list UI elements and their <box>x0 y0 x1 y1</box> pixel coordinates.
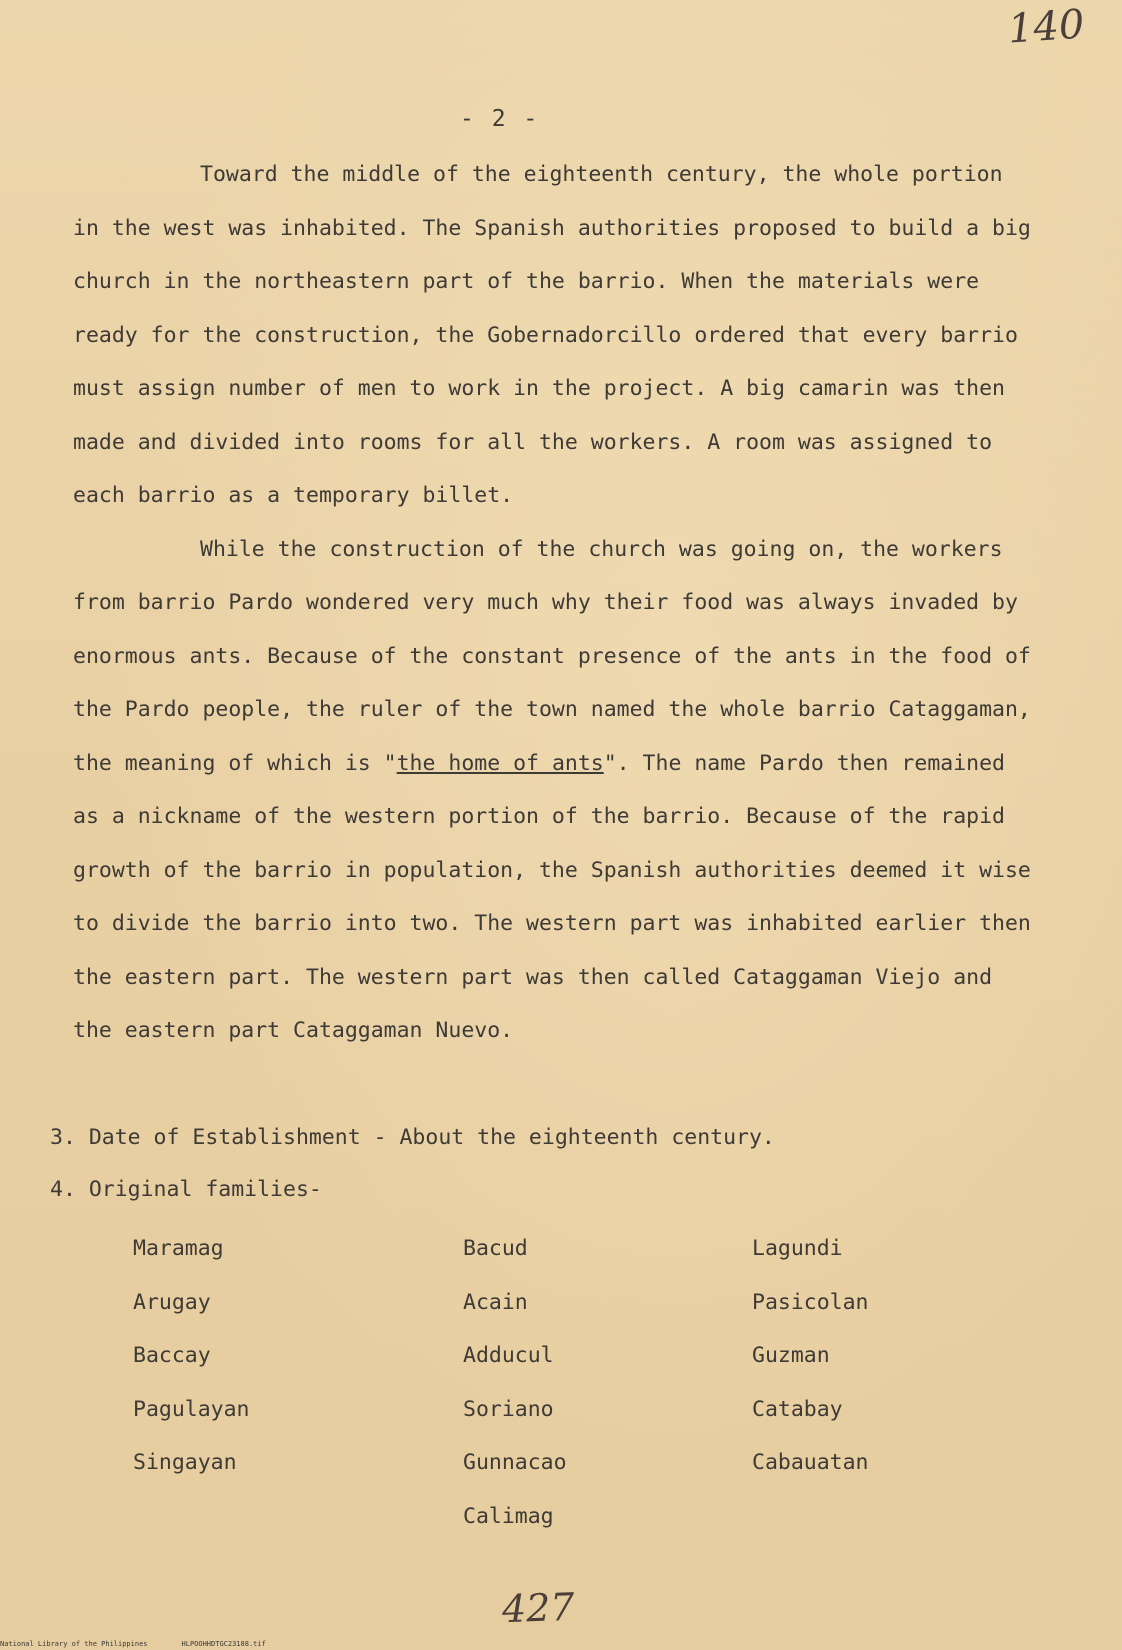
family-name: Guzman <box>752 1343 830 1368</box>
main-text <box>73 148 1033 1058</box>
scan-footer <box>0 1640 300 1648</box>
paragraph-ants-naming <box>73 523 1033 1058</box>
family-name: Soriano <box>463 1396 554 1422</box>
footer-library: National Library of the Philippines <box>0 1640 148 1648</box>
family-name: Singayan <box>133 1450 237 1475</box>
family-column-3 <box>752 1222 869 1490</box>
page-number: - 2 - <box>460 106 540 132</box>
family-name: Pagulayan <box>133 1396 250 1422</box>
family-name: Calimag <box>463 1503 554 1529</box>
family-name: Catabay <box>752 1396 843 1422</box>
paragraph-text-after: ". The name Pardo then remained as a nickname of the western portion of the barrio. Because of the rapid growth of the barrio in population, the Spanish authorities deemed it wise to divide the barrio into two. The western part was inhabited earlier then the eastern part. The western part was then called Cataggaman Viejo and the eastern part Cataggaman Nuevo. <box>73 750 1031 1043</box>
family-name: Pasicolan <box>752 1289 869 1315</box>
date-of-establishment: 3. Date of Establishment - About the eighteenth century. <box>50 1125 775 1150</box>
handwritten-folio-number: 140 <box>1006 1 1086 53</box>
family-name: Maramag <box>133 1236 224 1261</box>
family-name: Gunnacao <box>463 1450 567 1475</box>
family-name: Cabauatan <box>752 1450 869 1475</box>
paragraph-text-before: While the construction of the church was going on, the workers from barrio Pardo wondered very much why their food was always invaded by enormous ants. Because of the constant presence of the ants in the food of the Pardo people, the ruler of the town named the whole barrio Cataggaman, the meaning of which is " <box>73 536 1031 776</box>
family-name: Arugay <box>133 1289 211 1315</box>
family-column-2 <box>463 1222 567 1543</box>
family-name: Adducul <box>463 1343 554 1368</box>
family-name: Acain <box>463 1289 528 1315</box>
family-name: Bacud <box>463 1236 528 1261</box>
footer-filename: HLPOOHHDTGC23188.tif <box>181 1640 266 1648</box>
original-families-heading: 4. Original families- <box>50 1177 322 1202</box>
paragraph-church-construction: Toward the middle of the eighteenth century, the whole portion in the west was inhabited. The Spanish authorities proposed to build a big church in the northeastern part of the barrio. When the materials were ready for the construction, the Gobernadorcillo ordered that every barrio must assign number of men to work in the project. A big camarin was then made and divided into rooms for all the workers. A room was assigned to each barrio as a temporary billet. <box>73 162 1031 508</box>
handwritten-page-number: 427 <box>501 1584 576 1632</box>
family-name: Lagundi <box>752 1236 843 1261</box>
family-column-1 <box>133 1222 250 1490</box>
family-name: Baccay <box>133 1343 211 1368</box>
underlined-phrase: the home of ants <box>396 750 604 776</box>
